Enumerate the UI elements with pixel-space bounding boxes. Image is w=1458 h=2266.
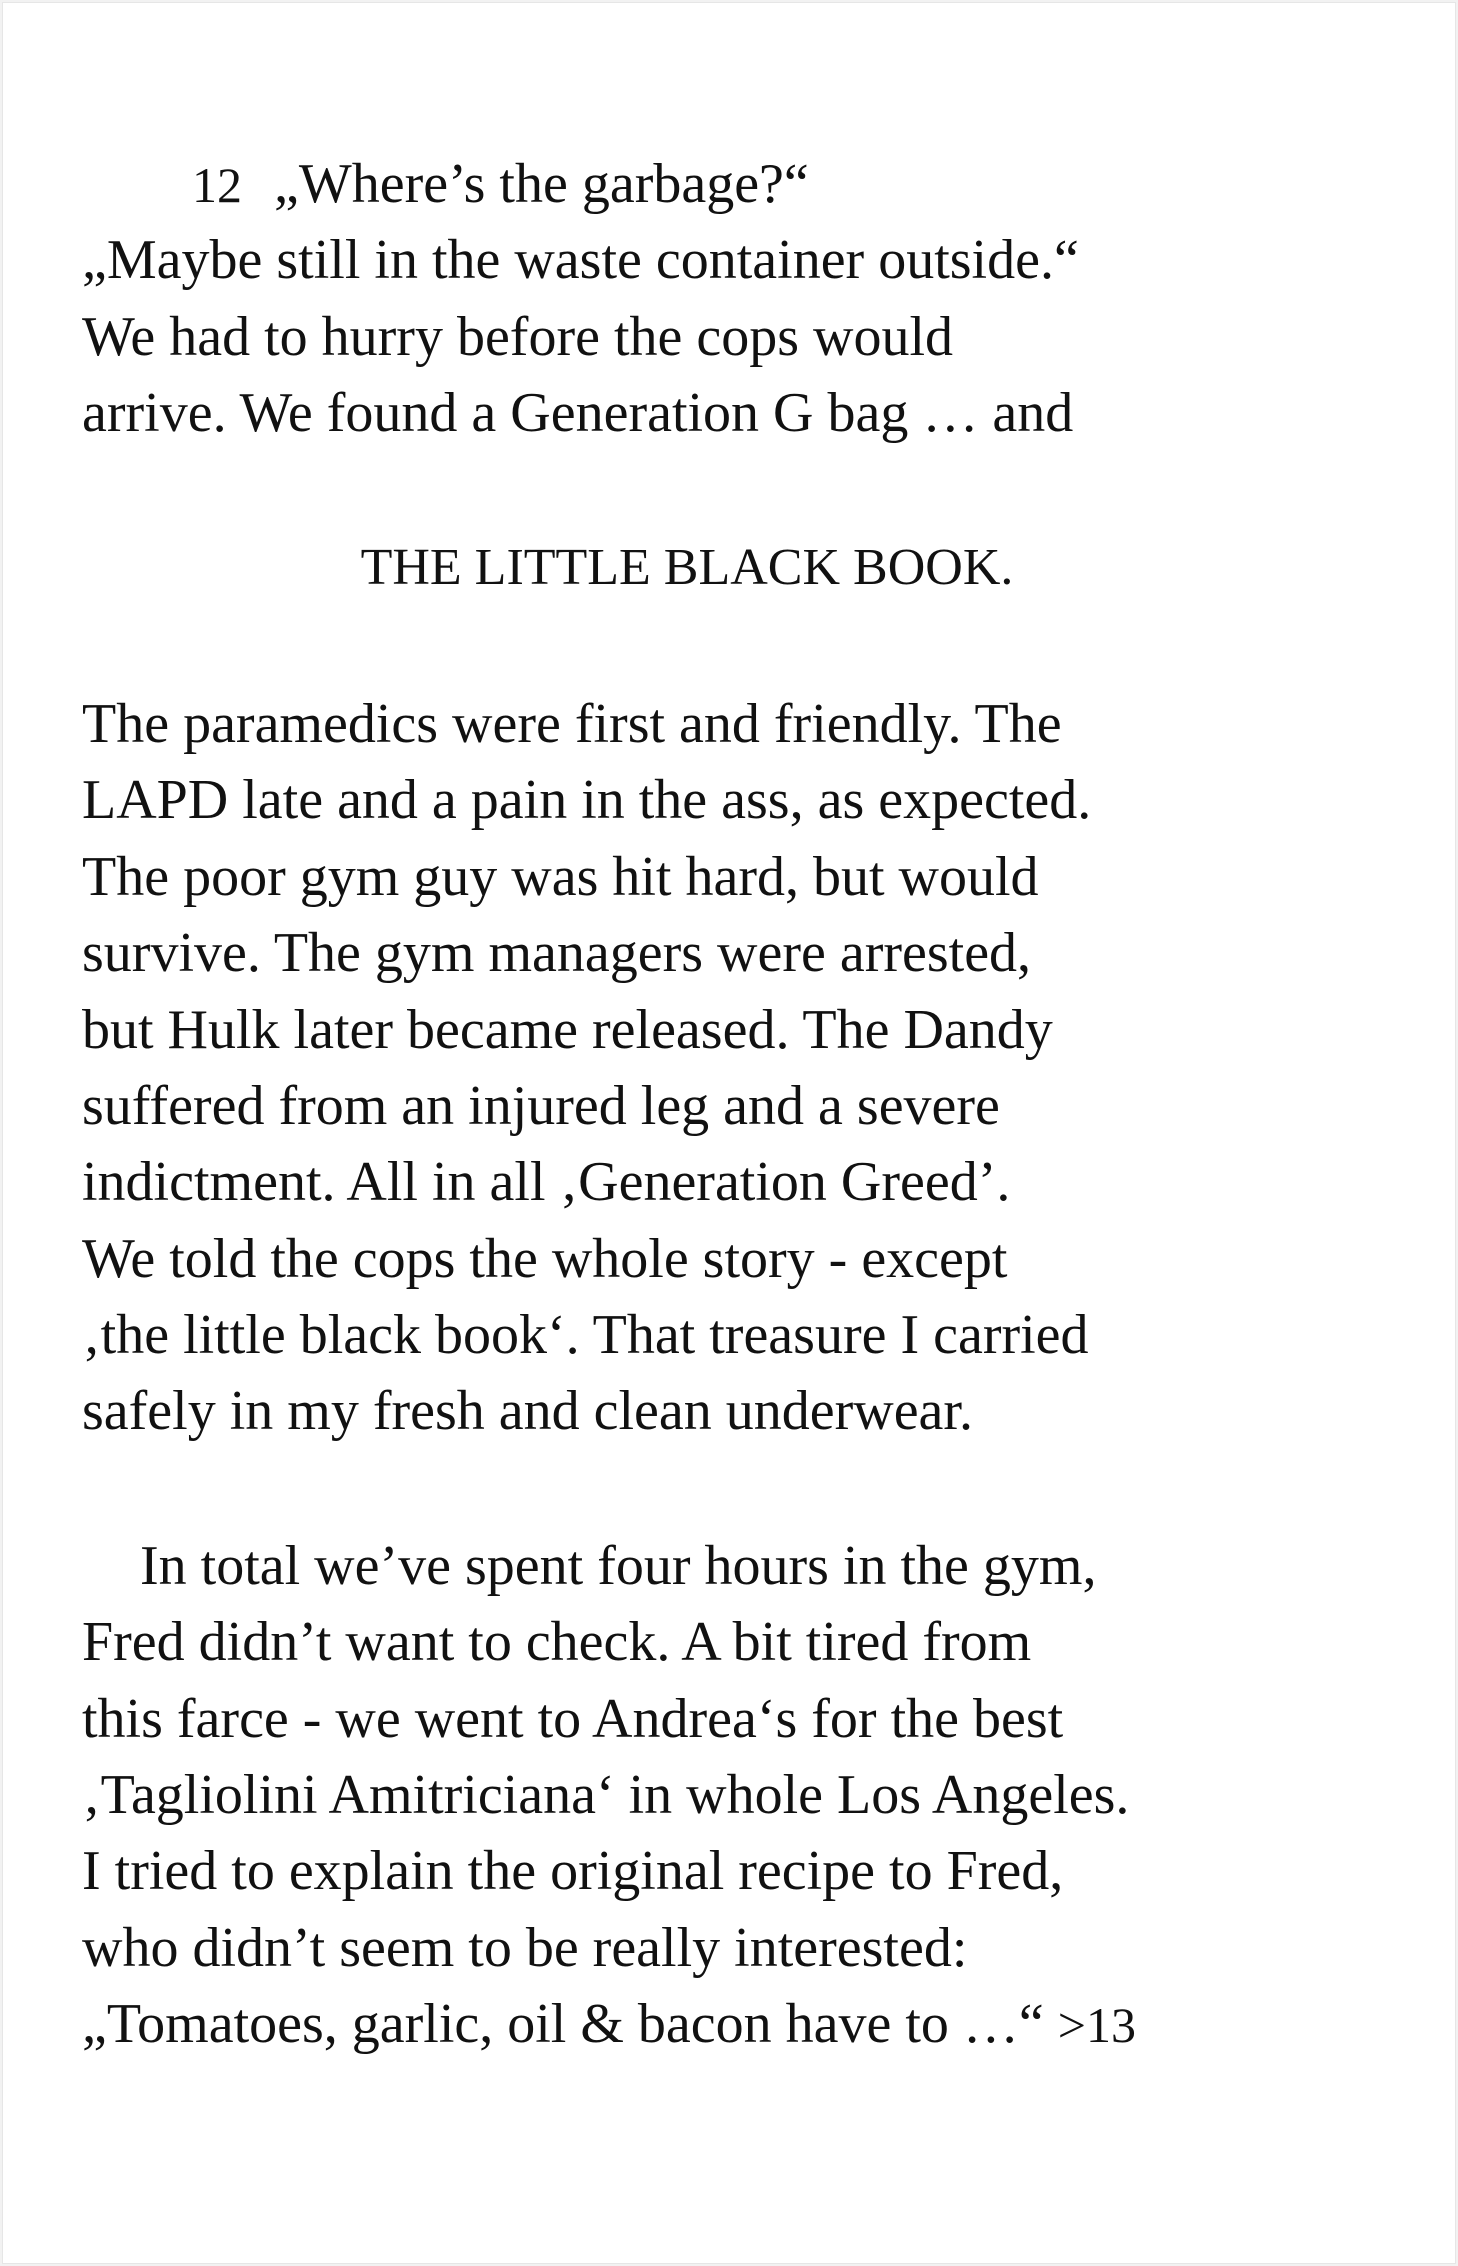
text-line: The paramedics were first and friendly. The — [82, 692, 1062, 755]
text-line: The poor gym guy was hit hard, but would — [82, 845, 1039, 908]
text-line — [134, 146, 1394, 222]
text-line: We had to hurry before the cops would — [82, 305, 954, 368]
text-line: LAPD late and a pain in the ass, as expected. — [82, 769, 1092, 832]
text-line: In total we’ve spent four hours in the gym, — [140, 1534, 1097, 1597]
section-heading: THE LITTLE BLACK BOOK. — [360, 538, 1014, 596]
text-line: I tried to explain the original recipe to Fred, — [82, 1840, 1064, 1903]
text-line: „Maybe still in the waste container outside.“ — [82, 229, 1079, 292]
page-number-start: 12 — [192, 157, 242, 213]
text-line: ‚Tagliolini Amitriciana‘ in whole Los Angeles. — [82, 1764, 1130, 1827]
text-line: arrive. We found a Generation G bag … and — [82, 382, 1074, 445]
text-line: We told the cops the whole story - except — [82, 1227, 1008, 1290]
text-line-content: „Where’s the garbage?“ — [274, 153, 809, 215]
text-line: indictment. All in all ‚Generation Greed’. — [82, 1151, 1011, 1214]
text-line: survive. The gym managers were arrested, — [82, 922, 1032, 985]
text-line: this farce - we went to Andrea‘s for the best — [82, 1687, 1064, 1750]
page-number-end: >13 — [1057, 1997, 1136, 2054]
text-line: ‚the little black book‘. That treasure I carried — [82, 1304, 1089, 1367]
text-line: suffered from an injured leg and a severe — [82, 1074, 1000, 1137]
text-line: who didn’t seem to be really interested: — [82, 1916, 968, 1979]
text-line — [82, 1986, 1394, 2062]
book-page — [2, 2, 1456, 2264]
text-line: Fred didn’t want to check. A bit tired from — [82, 1611, 1032, 1674]
text-line: but Hulk later became released. The Dandy — [82, 998, 1053, 1061]
text-line-content: „Tomatoes, garlic, oil & bacon have to …“ — [82, 1993, 1044, 2056]
text-line: safely in my fresh and clean underwear. — [82, 1380, 973, 1443]
paragraph-gap — [134, 1450, 1394, 1528]
page-text — [82, 146, 1394, 2063]
